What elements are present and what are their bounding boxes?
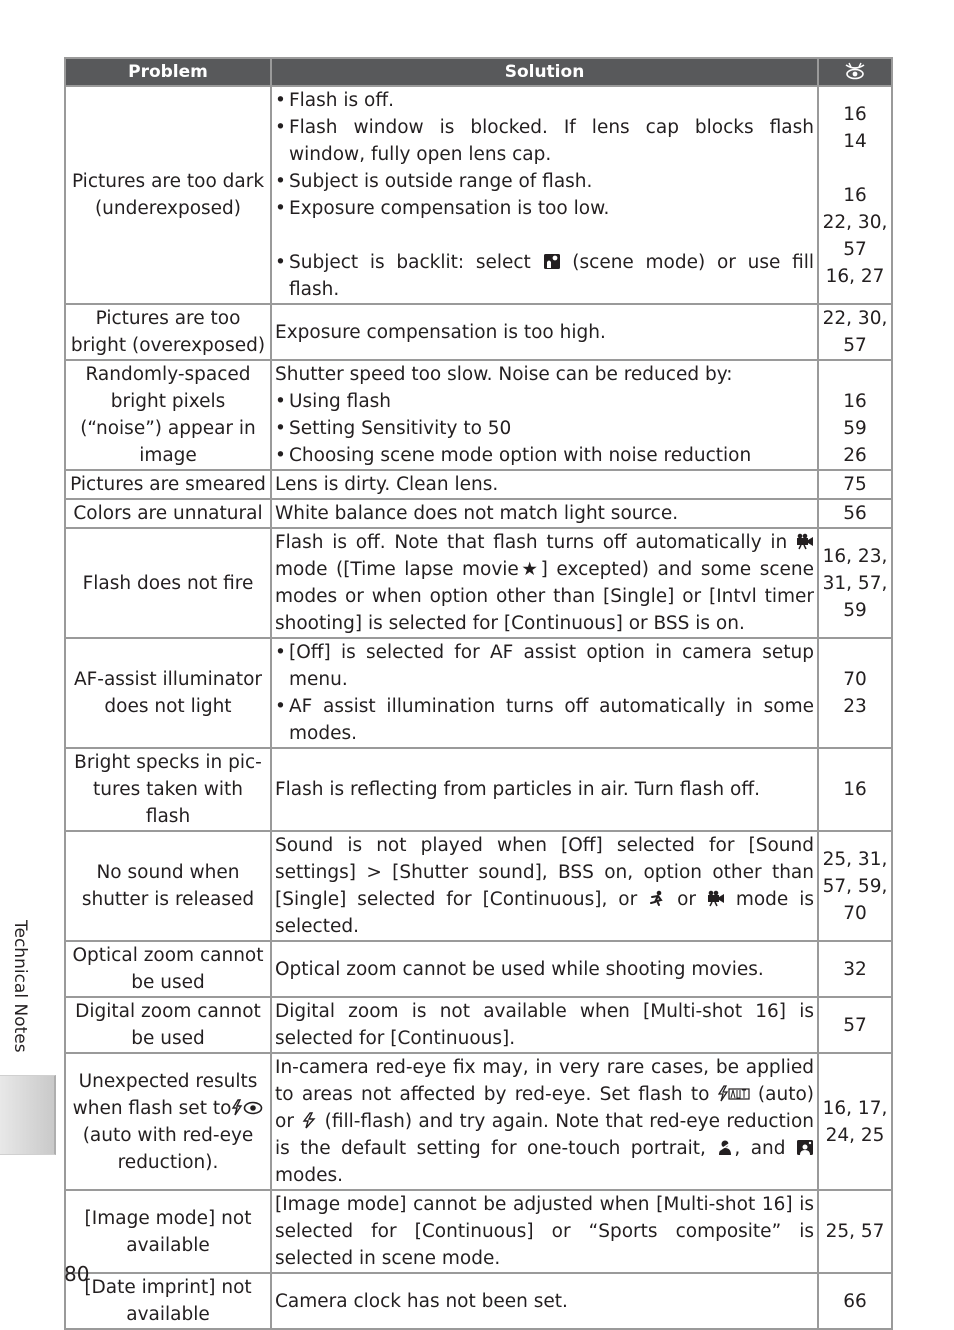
solution-text: or xyxy=(677,889,696,910)
solution-text: , and xyxy=(734,1138,786,1159)
auto-red-eye-flash-icon xyxy=(231,1099,263,1116)
solution-intro: Shutter speed too slow. Noise can be reduced by: xyxy=(275,364,733,385)
problem-cell: AF-assist illuminator does not light xyxy=(65,638,271,748)
solution-column-header: Solution xyxy=(271,58,818,86)
solution-text: Flash is off. Note that flash turns off automatically in xyxy=(275,532,788,553)
table-row xyxy=(65,499,892,528)
bullet-text: Subject is backlit: select xyxy=(289,252,531,273)
bullet-item: • Flash is off. xyxy=(275,87,814,114)
page-cell: 16 59 26 xyxy=(818,360,892,470)
solution-text: modes. xyxy=(275,1165,343,1186)
solution-text: mode is selected. xyxy=(275,889,814,937)
solution-text: Sound is not played when [Off] selected for [Sound settings] > [Shutter sound], BSS on, option other than [Single] selected for [Continuous], or xyxy=(275,835,814,910)
bullet-item: • Subject is outside range of flash. xyxy=(275,168,814,195)
portrait-scene-icon xyxy=(716,1139,734,1156)
problem-text: Unexpected results when flash set to xyxy=(72,1070,258,1119)
problem-cell: [Image mode] not available xyxy=(65,1190,271,1273)
page-cell: 56 xyxy=(818,499,892,528)
solution-cell: White balance does not match light source. xyxy=(271,499,818,528)
bullet-item: • Flash window is blocked. If lens cap blocks flash window, fully open lens cap. xyxy=(275,114,814,168)
side-tab xyxy=(0,1075,56,1155)
page-cell: 32 xyxy=(818,941,892,997)
bullet-item: • Exposure compensation is too low. xyxy=(275,195,814,222)
bullet-text: (scene mode) or use fill flash. xyxy=(289,252,815,300)
page-cell: 25, 31, 57, 59, 70 xyxy=(818,831,892,941)
problem-cell: Pictures are too bright (overexposed) xyxy=(65,304,271,360)
page-cell: 25, 57 xyxy=(818,1190,892,1273)
solution-cell: Digital zoom is not available when [Multi-shot 16] is selected for [Continuous]. xyxy=(271,997,818,1053)
problem-cell: No sound when shutter is released xyxy=(65,831,271,941)
solution-cell: Lens is dirty. Clean lens. xyxy=(271,470,818,499)
problem-cell: Randomly-spaced bright pixels (“noise”) appear in image xyxy=(65,360,271,470)
problem-cell: Optical zoom cannot be used xyxy=(65,941,271,997)
sports-continuous-icon xyxy=(648,890,666,907)
solution-text: In-camera red-eye fix may, in very rare cases, be applied to areas not affected by red-eye. Set flash to xyxy=(275,1057,814,1105)
table-row xyxy=(65,528,892,638)
solution-cell xyxy=(271,360,818,470)
page-cell: 57 xyxy=(818,997,892,1053)
table-row xyxy=(65,360,892,470)
solution-cell xyxy=(271,528,818,638)
page-cell: 16 14 16 22, 30, 57 16, 27 xyxy=(818,86,892,304)
bullet-item xyxy=(275,249,814,303)
solution-text: mode ([Time lapse movie★] excepted) and some scene modes or when option other than [Single] or [Intvl timer shooting] is selected for [Continuous] or BSS is on. xyxy=(275,559,814,634)
bullet-item: • [Off] is selected for AF assist option in camera setup menu. xyxy=(275,639,814,693)
table-row xyxy=(65,997,892,1053)
page-cell: 66 xyxy=(818,1273,892,1329)
page-cell: 75 xyxy=(818,470,892,499)
fill-flash-icon xyxy=(300,1112,318,1129)
side-tab-label: Technical Notes xyxy=(10,920,30,1053)
page-number: 80 xyxy=(64,1262,90,1286)
solution-cell xyxy=(271,86,818,304)
table-row xyxy=(65,638,892,748)
page-cell: 16, 23, 31, 57, 59 xyxy=(818,528,892,638)
problem-text: (auto with red-eye reduction). xyxy=(82,1124,254,1173)
problem-cell: Bright specks in pic-tures taken with flash xyxy=(65,748,271,831)
table-row xyxy=(65,1190,892,1273)
night-portrait-icon xyxy=(796,1139,814,1156)
problem-cell xyxy=(65,1053,271,1190)
auto-flash-icon xyxy=(718,1085,750,1102)
solution-cell: [Image mode] cannot be adjusted when [Multi-shot 16] is selected for [Continuous] or “Sports composite” is selected in scene mode. xyxy=(271,1190,818,1273)
solution-cell: Optical zoom cannot be used while shooting movies. xyxy=(271,941,818,997)
problem-cell: Digital zoom cannot be used xyxy=(65,997,271,1053)
page-cell: 16 xyxy=(818,748,892,831)
bullet-item: • Setting Sensitivity to 50 xyxy=(275,415,814,442)
bullet-item: • AF assist illumination turns off automatically in some modes. xyxy=(275,693,814,747)
bullet-item: • Using flash xyxy=(275,388,814,415)
table-row xyxy=(65,304,892,360)
eye-reference-icon xyxy=(844,62,866,80)
movie-mode-icon xyxy=(796,533,814,550)
problem-cell: Flash does not fire xyxy=(65,528,271,638)
table-header-row xyxy=(65,58,892,86)
problem-cell: Pictures are smeared xyxy=(65,470,271,499)
page-reference-column-header xyxy=(818,58,892,86)
backlight-scene-icon xyxy=(543,253,561,270)
solution-cell xyxy=(271,638,818,748)
solution-cell: Camera clock has not been set. xyxy=(271,1273,818,1329)
table-row xyxy=(65,1273,892,1329)
solution-cell xyxy=(271,831,818,941)
page-cell: 22, 30, 57 xyxy=(818,304,892,360)
table-row xyxy=(65,470,892,499)
page-cell: 16, 17, 24, 25 xyxy=(818,1053,892,1190)
table-row xyxy=(65,748,892,831)
solution-cell: Flash is reflecting from particles in air. Turn flash off. xyxy=(271,748,818,831)
table-row xyxy=(65,86,892,304)
solution-text: (fill-flash) and try again. Note that red-eye reduction is the default setting for one-touch portrait, xyxy=(275,1111,814,1159)
table-row xyxy=(65,831,892,941)
movie-mode-icon xyxy=(707,890,725,907)
page-cell: 70 23 xyxy=(818,638,892,748)
problem-cell: Pictures are too dark (underexposed) xyxy=(65,86,271,304)
problem-column-header: Problem xyxy=(65,58,271,86)
bullet-item: • Choosing scene mode option with noise reduction xyxy=(275,442,814,469)
table-row xyxy=(65,941,892,997)
table-row xyxy=(65,1053,892,1190)
solution-text: (auto) or xyxy=(275,1084,814,1132)
solution-cell xyxy=(271,1053,818,1190)
problem-cell: Colors are unnatural xyxy=(65,499,271,528)
spacer xyxy=(275,222,814,249)
solution-cell: Exposure compensation is too high. xyxy=(271,304,818,360)
problem-cell: [Date imprint] not available xyxy=(65,1273,271,1329)
troubleshooting-table xyxy=(64,57,893,1330)
